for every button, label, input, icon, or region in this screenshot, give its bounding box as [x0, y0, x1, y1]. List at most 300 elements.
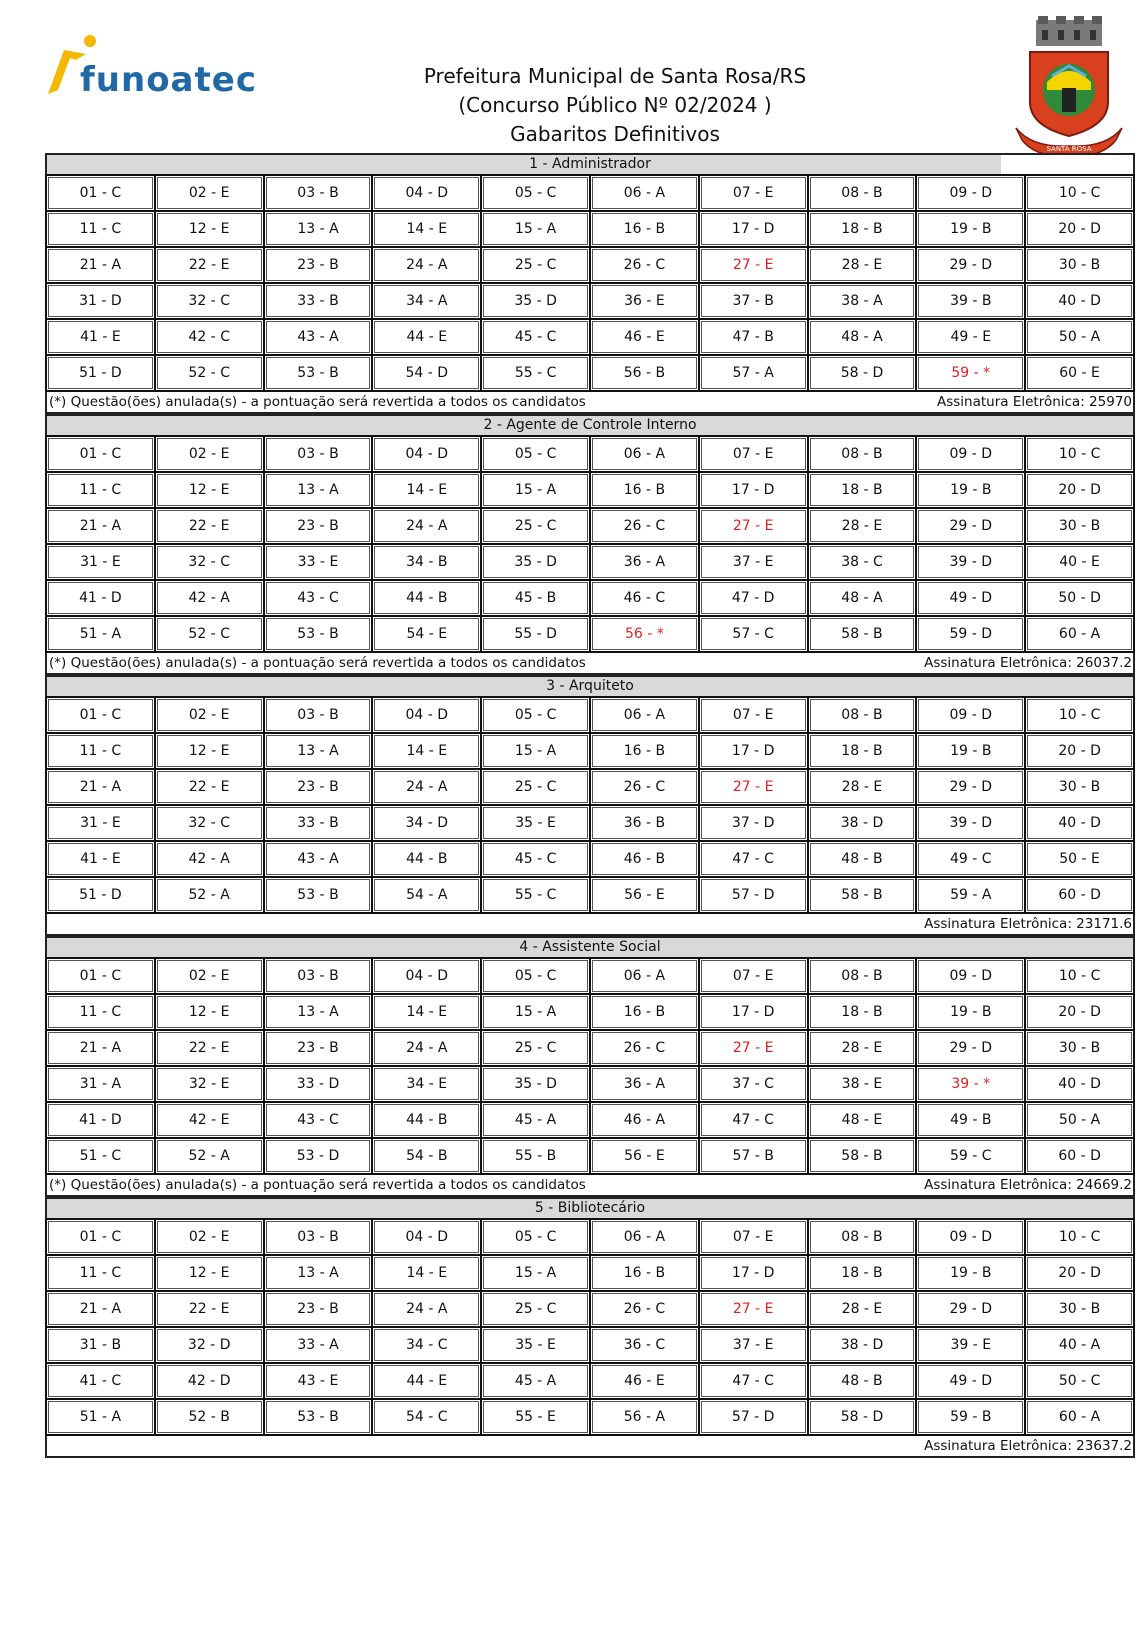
- answer-cell: 34 - E: [372, 1066, 481, 1102]
- answer-cell: 20 - D: [1025, 1255, 1134, 1291]
- table-row: [46, 211, 1134, 247]
- answer-cell: 23 - B: [264, 769, 373, 805]
- answer-cell: 45 - A: [481, 1363, 590, 1399]
- answer-cell: 55 - E: [481, 1399, 590, 1435]
- answer-cell: 36 - A: [590, 544, 699, 580]
- answer-cell: 10 - C: [1025, 1219, 1134, 1255]
- answer-cell: 04 - D: [372, 175, 481, 211]
- section-footer: [45, 1436, 1135, 1458]
- answer-cell: 30 - B: [1025, 247, 1134, 283]
- answer-cell: 57 - A: [699, 355, 808, 391]
- answer-cell: 22 - E: [155, 508, 264, 544]
- answer-grid: [45, 1218, 1135, 1436]
- answer-cell: 53 - B: [264, 877, 373, 913]
- answer-cell: 11 - C: [46, 733, 155, 769]
- answer-cell: 15 - A: [481, 733, 590, 769]
- electronic-signature: Assinatura Eletrônica: 24669.2: [924, 1177, 1132, 1193]
- answer-cell: 51 - A: [46, 616, 155, 652]
- answer-cell: 32 - C: [155, 283, 264, 319]
- answer-cell: 12 - E: [155, 472, 264, 508]
- answer-cell: 32 - D: [155, 1327, 264, 1363]
- answer-cell: 57 - D: [699, 1399, 808, 1435]
- answer-cell: 27 - E: [699, 508, 808, 544]
- answer-cell: 29 - D: [916, 769, 1025, 805]
- table-row: [46, 472, 1134, 508]
- answer-cell: 23 - B: [264, 1030, 373, 1066]
- answer-cell: 06 - A: [590, 436, 699, 472]
- answer-grid: [45, 696, 1135, 914]
- answer-cell: 06 - A: [590, 175, 699, 211]
- answer-cell: 21 - A: [46, 1030, 155, 1066]
- answer-cell: 46 - A: [590, 1102, 699, 1138]
- answer-cell: 05 - C: [481, 958, 590, 994]
- answer-cell: 34 - A: [372, 283, 481, 319]
- answer-cell: 50 - A: [1025, 1102, 1134, 1138]
- answer-cell: 43 - E: [264, 1363, 373, 1399]
- answer-cell: 24 - A: [372, 508, 481, 544]
- answer-cell: 56 - E: [590, 1138, 699, 1174]
- answer-cell: 52 - B: [155, 1399, 264, 1435]
- answer-cell: 59 - B: [916, 1399, 1025, 1435]
- answer-cell: 50 - A: [1025, 319, 1134, 355]
- answer-cell: 15 - A: [481, 211, 590, 247]
- answer-cell: 56 - *: [590, 616, 699, 652]
- table-row: [46, 1363, 1134, 1399]
- answer-cell: 09 - D: [916, 175, 1025, 211]
- answer-cell: 43 - C: [264, 1102, 373, 1138]
- answer-cell: 43 - C: [264, 580, 373, 616]
- answer-cell: 53 - B: [264, 616, 373, 652]
- answer-cell: 36 - A: [590, 1066, 699, 1102]
- table-row: [46, 1066, 1134, 1102]
- answer-cell: 20 - D: [1025, 211, 1134, 247]
- answer-cell: 55 - C: [481, 877, 590, 913]
- answer-cell: 38 - D: [808, 1327, 917, 1363]
- answer-grid: [45, 435, 1135, 653]
- answer-cell: 33 - B: [264, 805, 373, 841]
- answer-cell: 54 - C: [372, 1399, 481, 1435]
- answer-cell: 42 - A: [155, 841, 264, 877]
- answer-cell: 48 - A: [808, 319, 917, 355]
- answer-cell: 47 - C: [699, 841, 808, 877]
- answer-cell: 13 - A: [264, 994, 373, 1030]
- answer-cell: 09 - D: [916, 1219, 1025, 1255]
- answer-cell: 41 - C: [46, 1363, 155, 1399]
- answer-key-sections: [45, 153, 1135, 1458]
- answer-cell: 08 - B: [808, 958, 917, 994]
- answer-cell: 31 - E: [46, 544, 155, 580]
- answer-cell: 56 - B: [590, 355, 699, 391]
- answer-cell: 22 - E: [155, 769, 264, 805]
- crest-motto: SANTA ROSA: [1046, 145, 1092, 153]
- answer-cell: 50 - C: [1025, 1363, 1134, 1399]
- electronic-signature: Assinatura Eletrônica: 26037.2: [924, 655, 1132, 671]
- answer-cell: 55 - C: [481, 355, 590, 391]
- title-line-2: (Concurso Público Nº 02/2024 ): [458, 93, 772, 117]
- answer-cell: 12 - E: [155, 211, 264, 247]
- answer-cell: 54 - D: [372, 355, 481, 391]
- answer-cell: 56 - A: [590, 1399, 699, 1435]
- answer-cell: 40 - D: [1025, 1066, 1134, 1102]
- answer-cell: 48 - E: [808, 1102, 917, 1138]
- answer-cell: 02 - E: [155, 697, 264, 733]
- table-row: [46, 1327, 1134, 1363]
- answer-cell: 53 - B: [264, 1399, 373, 1435]
- answer-cell: 40 - D: [1025, 283, 1134, 319]
- answer-cell: 48 - A: [808, 580, 917, 616]
- answer-cell: 07 - E: [699, 958, 808, 994]
- table-row: [46, 697, 1134, 733]
- answer-cell: 14 - E: [372, 472, 481, 508]
- answer-cell: 54 - B: [372, 1138, 481, 1174]
- section-title: 5 - Bibliotecário: [45, 1197, 1135, 1218]
- answer-cell: 17 - D: [699, 472, 808, 508]
- answer-cell: 15 - A: [481, 472, 590, 508]
- answer-cell: 05 - C: [481, 697, 590, 733]
- answer-cell: 29 - D: [916, 247, 1025, 283]
- answer-cell: 42 - C: [155, 319, 264, 355]
- answer-cell: 08 - B: [808, 436, 917, 472]
- answer-cell: 09 - D: [916, 436, 1025, 472]
- page-title: [350, 62, 880, 149]
- answer-cell: 03 - B: [264, 436, 373, 472]
- answer-cell: 46 - C: [590, 580, 699, 616]
- answer-cell: 49 - D: [916, 580, 1025, 616]
- table-row: [46, 769, 1134, 805]
- answer-cell: 26 - C: [590, 247, 699, 283]
- answer-cell: 03 - B: [264, 175, 373, 211]
- answer-cell: 07 - E: [699, 697, 808, 733]
- answer-cell: 21 - A: [46, 769, 155, 805]
- answer-cell: 37 - E: [699, 1327, 808, 1363]
- electronic-signature: Assinatura Eletrônica: 23637.2: [924, 1438, 1132, 1454]
- answer-cell: 18 - B: [808, 211, 917, 247]
- answer-cell: 25 - C: [481, 769, 590, 805]
- table-row: [46, 1399, 1134, 1435]
- answer-cell: 33 - B: [264, 283, 373, 319]
- answer-cell: 09 - D: [916, 697, 1025, 733]
- answer-cell: 46 - E: [590, 319, 699, 355]
- answer-cell: 29 - D: [916, 1291, 1025, 1327]
- answer-cell: 59 - C: [916, 1138, 1025, 1174]
- answer-cell: 44 - E: [372, 1363, 481, 1399]
- answer-cell: 03 - B: [264, 1219, 373, 1255]
- section-title: 2 - Agente de Controle Interno: [45, 414, 1135, 435]
- answer-cell: 19 - B: [916, 733, 1025, 769]
- answer-cell: 44 - E: [372, 319, 481, 355]
- answer-cell: 49 - E: [916, 319, 1025, 355]
- answer-cell: 17 - D: [699, 1255, 808, 1291]
- answer-cell: 18 - B: [808, 994, 917, 1030]
- answer-cell: 06 - A: [590, 1219, 699, 1255]
- answer-section: [45, 936, 1135, 1197]
- answer-cell: 39 - B: [916, 283, 1025, 319]
- answer-cell: 02 - E: [155, 958, 264, 994]
- answer-cell: 26 - C: [590, 508, 699, 544]
- answer-cell: 04 - D: [372, 958, 481, 994]
- table-row: [46, 733, 1134, 769]
- answer-cell: 13 - A: [264, 733, 373, 769]
- answer-cell: 15 - A: [481, 1255, 590, 1291]
- answer-cell: 37 - C: [699, 1066, 808, 1102]
- section-footer: [45, 653, 1135, 675]
- answer-cell: 16 - B: [590, 994, 699, 1030]
- answer-cell: 60 - A: [1025, 1399, 1134, 1435]
- answer-cell: 17 - D: [699, 211, 808, 247]
- answer-cell: 58 - B: [808, 616, 917, 652]
- answer-cell: 54 - E: [372, 616, 481, 652]
- answer-cell: 59 - D: [916, 616, 1025, 652]
- answer-cell: 19 - B: [916, 211, 1025, 247]
- electronic-signature: Assinatura Eletrônica: 25970: [936, 394, 1132, 410]
- answer-cell: 60 - A: [1025, 616, 1134, 652]
- answer-cell: 51 - D: [46, 877, 155, 913]
- answer-cell: 34 - C: [372, 1327, 481, 1363]
- answer-cell: 52 - C: [155, 355, 264, 391]
- answer-cell: 37 - D: [699, 805, 808, 841]
- answer-cell: 41 - D: [46, 1102, 155, 1138]
- answer-cell: 08 - B: [808, 1219, 917, 1255]
- answer-cell: 49 - D: [916, 1363, 1025, 1399]
- fundatec-logo: [46, 32, 257, 104]
- table-row: [46, 841, 1134, 877]
- answer-cell: 07 - E: [699, 1219, 808, 1255]
- answer-cell: 50 - E: [1025, 841, 1134, 877]
- annulled-note: (*) Questão(ões) anulada(s) - a pontuação será revertida a todos os candidatos: [49, 394, 586, 410]
- answer-cell: 58 - D: [808, 355, 917, 391]
- title-line-3: Gabaritos Definitivos: [510, 122, 720, 146]
- municipal-crest: [1012, 16, 1126, 160]
- answer-cell: 11 - C: [46, 994, 155, 1030]
- answer-cell: 19 - B: [916, 994, 1025, 1030]
- table-row: [46, 877, 1134, 913]
- answer-cell: 42 - D: [155, 1363, 264, 1399]
- section-title: 3 - Arquiteto: [45, 675, 1135, 696]
- answer-cell: 11 - C: [46, 472, 155, 508]
- answer-cell: 20 - D: [1025, 733, 1134, 769]
- answer-cell: 05 - C: [481, 436, 590, 472]
- table-row: [46, 1255, 1134, 1291]
- answer-cell: 38 - A: [808, 283, 917, 319]
- answer-cell: 30 - B: [1025, 1030, 1134, 1066]
- answer-cell: 13 - A: [264, 472, 373, 508]
- answer-cell: 25 - C: [481, 1291, 590, 1327]
- answer-section: [45, 414, 1135, 675]
- answer-cell: 06 - A: [590, 958, 699, 994]
- answer-cell: 37 - E: [699, 544, 808, 580]
- answer-cell: 02 - E: [155, 1219, 264, 1255]
- answer-cell: 21 - A: [46, 1291, 155, 1327]
- answer-cell: 60 - D: [1025, 877, 1134, 913]
- answer-cell: 01 - C: [46, 958, 155, 994]
- answer-cell: 31 - B: [46, 1327, 155, 1363]
- answer-cell: 25 - C: [481, 508, 590, 544]
- answer-cell: 01 - C: [46, 175, 155, 211]
- answer-cell: 30 - B: [1025, 769, 1134, 805]
- answer-cell: 15 - A: [481, 994, 590, 1030]
- answer-cell: 05 - C: [481, 1219, 590, 1255]
- answer-cell: 14 - E: [372, 1255, 481, 1291]
- table-row: [46, 319, 1134, 355]
- answer-cell: 16 - B: [590, 1255, 699, 1291]
- answer-cell: 27 - E: [699, 1030, 808, 1066]
- answer-grid: [45, 174, 1135, 392]
- answer-cell: 33 - A: [264, 1327, 373, 1363]
- answer-cell: 51 - A: [46, 1399, 155, 1435]
- answer-cell: 33 - D: [264, 1066, 373, 1102]
- answer-cell: 11 - C: [46, 1255, 155, 1291]
- answer-cell: 28 - E: [808, 769, 917, 805]
- answer-cell: 47 - B: [699, 319, 808, 355]
- answer-cell: 35 - D: [481, 1066, 590, 1102]
- answer-cell: 39 - *: [916, 1066, 1025, 1102]
- answer-cell: 54 - A: [372, 877, 481, 913]
- answer-cell: 24 - A: [372, 247, 481, 283]
- coat-of-arms-icon: [1012, 16, 1126, 160]
- answer-cell: 46 - B: [590, 841, 699, 877]
- answer-cell: 19 - B: [916, 472, 1025, 508]
- answer-cell: 29 - D: [916, 508, 1025, 544]
- answer-section: [45, 153, 1135, 414]
- answer-cell: 09 - D: [916, 958, 1025, 994]
- electronic-signature: Assinatura Eletrônica: 23171.6: [924, 916, 1132, 932]
- answer-cell: 35 - E: [481, 1327, 590, 1363]
- answer-cell: 20 - D: [1025, 994, 1134, 1030]
- answer-cell: 56 - E: [590, 877, 699, 913]
- answer-cell: 39 - E: [916, 1327, 1025, 1363]
- answer-cell: 27 - E: [699, 1291, 808, 1327]
- table-row: [46, 1030, 1134, 1066]
- answer-cell: 26 - C: [590, 769, 699, 805]
- answer-cell: 29 - D: [916, 1030, 1025, 1066]
- answer-cell: 35 - D: [481, 283, 590, 319]
- answer-cell: 57 - C: [699, 616, 808, 652]
- answer-cell: 33 - E: [264, 544, 373, 580]
- answer-cell: 22 - E: [155, 1291, 264, 1327]
- answer-cell: 28 - E: [808, 508, 917, 544]
- answer-cell: 23 - B: [264, 508, 373, 544]
- table-row: [46, 1219, 1134, 1255]
- answer-cell: 55 - D: [481, 616, 590, 652]
- answer-cell: 41 - E: [46, 841, 155, 877]
- answer-cell: 05 - C: [481, 175, 590, 211]
- answer-cell: 45 - A: [481, 1102, 590, 1138]
- answer-cell: 57 - B: [699, 1138, 808, 1174]
- section-footer: [45, 914, 1135, 936]
- answer-cell: 50 - D: [1025, 580, 1134, 616]
- answer-cell: 38 - C: [808, 544, 917, 580]
- section-title: 4 - Assistente Social: [45, 936, 1135, 957]
- answer-cell: 36 - E: [590, 283, 699, 319]
- table-row: [46, 355, 1134, 391]
- answer-cell: 43 - A: [264, 841, 373, 877]
- answer-cell: 30 - B: [1025, 508, 1134, 544]
- answer-cell: 37 - B: [699, 283, 808, 319]
- answer-cell: 32 - E: [155, 1066, 264, 1102]
- answer-cell: 60 - E: [1025, 355, 1134, 391]
- answer-cell: 52 - A: [155, 877, 264, 913]
- answer-grid: [45, 957, 1135, 1175]
- answer-cell: 42 - A: [155, 580, 264, 616]
- table-row: [46, 994, 1134, 1030]
- table-row: [46, 247, 1134, 283]
- answer-cell: 18 - B: [808, 1255, 917, 1291]
- answer-section: [45, 1197, 1135, 1458]
- annulled-note: (*) Questão(ões) anulada(s) - a pontuação será revertida a todos os candidatos: [49, 655, 586, 671]
- answer-cell: 24 - A: [372, 769, 481, 805]
- answer-cell: 07 - E: [699, 436, 808, 472]
- answer-cell: 16 - B: [590, 211, 699, 247]
- answer-section: [45, 675, 1135, 936]
- answer-cell: 25 - C: [481, 247, 590, 283]
- answer-cell: 03 - B: [264, 697, 373, 733]
- answer-cell: 40 - D: [1025, 805, 1134, 841]
- answer-cell: 41 - E: [46, 319, 155, 355]
- answer-cell: 58 - D: [808, 1399, 917, 1435]
- answer-cell: 48 - B: [808, 1363, 917, 1399]
- answer-cell: 48 - B: [808, 841, 917, 877]
- answer-cell: 17 - D: [699, 994, 808, 1030]
- answer-cell: 45 - C: [481, 319, 590, 355]
- answer-cell: 01 - C: [46, 1219, 155, 1255]
- answer-cell: 19 - B: [916, 1255, 1025, 1291]
- answer-cell: 18 - B: [808, 472, 917, 508]
- answer-cell: 58 - B: [808, 1138, 917, 1174]
- table-row: [46, 958, 1134, 994]
- title-line-1: Prefeitura Municipal de Santa Rosa/RS: [423, 64, 807, 88]
- answer-cell: 23 - B: [264, 247, 373, 283]
- logo-wordmark: funoatec: [80, 60, 257, 100]
- answer-cell: 43 - A: [264, 319, 373, 355]
- answer-cell: 01 - C: [46, 436, 155, 472]
- section-title: 1 - Administrador: [45, 153, 1135, 174]
- table-row: [46, 616, 1134, 652]
- answer-cell: 59 - A: [916, 877, 1025, 913]
- answer-cell: 47 - C: [699, 1102, 808, 1138]
- answer-cell: 08 - B: [808, 175, 917, 211]
- answer-cell: 41 - D: [46, 580, 155, 616]
- answer-cell: 44 - B: [372, 580, 481, 616]
- answer-cell: 51 - D: [46, 355, 155, 391]
- table-row: [46, 1138, 1134, 1174]
- answer-cell: 12 - E: [155, 733, 264, 769]
- answer-cell: 14 - E: [372, 211, 481, 247]
- answer-cell: 49 - B: [916, 1102, 1025, 1138]
- answer-cell: 12 - E: [155, 1255, 264, 1291]
- answer-cell: 47 - C: [699, 1363, 808, 1399]
- answer-cell: 52 - A: [155, 1138, 264, 1174]
- answer-cell: 53 - B: [264, 355, 373, 391]
- answer-cell: 40 - A: [1025, 1327, 1134, 1363]
- answer-cell: 26 - C: [590, 1291, 699, 1327]
- answer-cell: 04 - D: [372, 436, 481, 472]
- answer-cell: 04 - D: [372, 1219, 481, 1255]
- answer-cell: 26 - C: [590, 1030, 699, 1066]
- answer-cell: 51 - C: [46, 1138, 155, 1174]
- table-row: [46, 175, 1134, 211]
- answer-cell: 20 - D: [1025, 472, 1134, 508]
- answer-cell: 31 - A: [46, 1066, 155, 1102]
- table-row: [46, 283, 1134, 319]
- answer-cell: 32 - C: [155, 805, 264, 841]
- section-footer: [45, 392, 1135, 414]
- answer-cell: 42 - E: [155, 1102, 264, 1138]
- answer-cell: 38 - D: [808, 805, 917, 841]
- answer-cell: 01 - C: [46, 697, 155, 733]
- answer-cell: 13 - A: [264, 211, 373, 247]
- answer-cell: 44 - B: [372, 841, 481, 877]
- answer-cell: 57 - D: [699, 877, 808, 913]
